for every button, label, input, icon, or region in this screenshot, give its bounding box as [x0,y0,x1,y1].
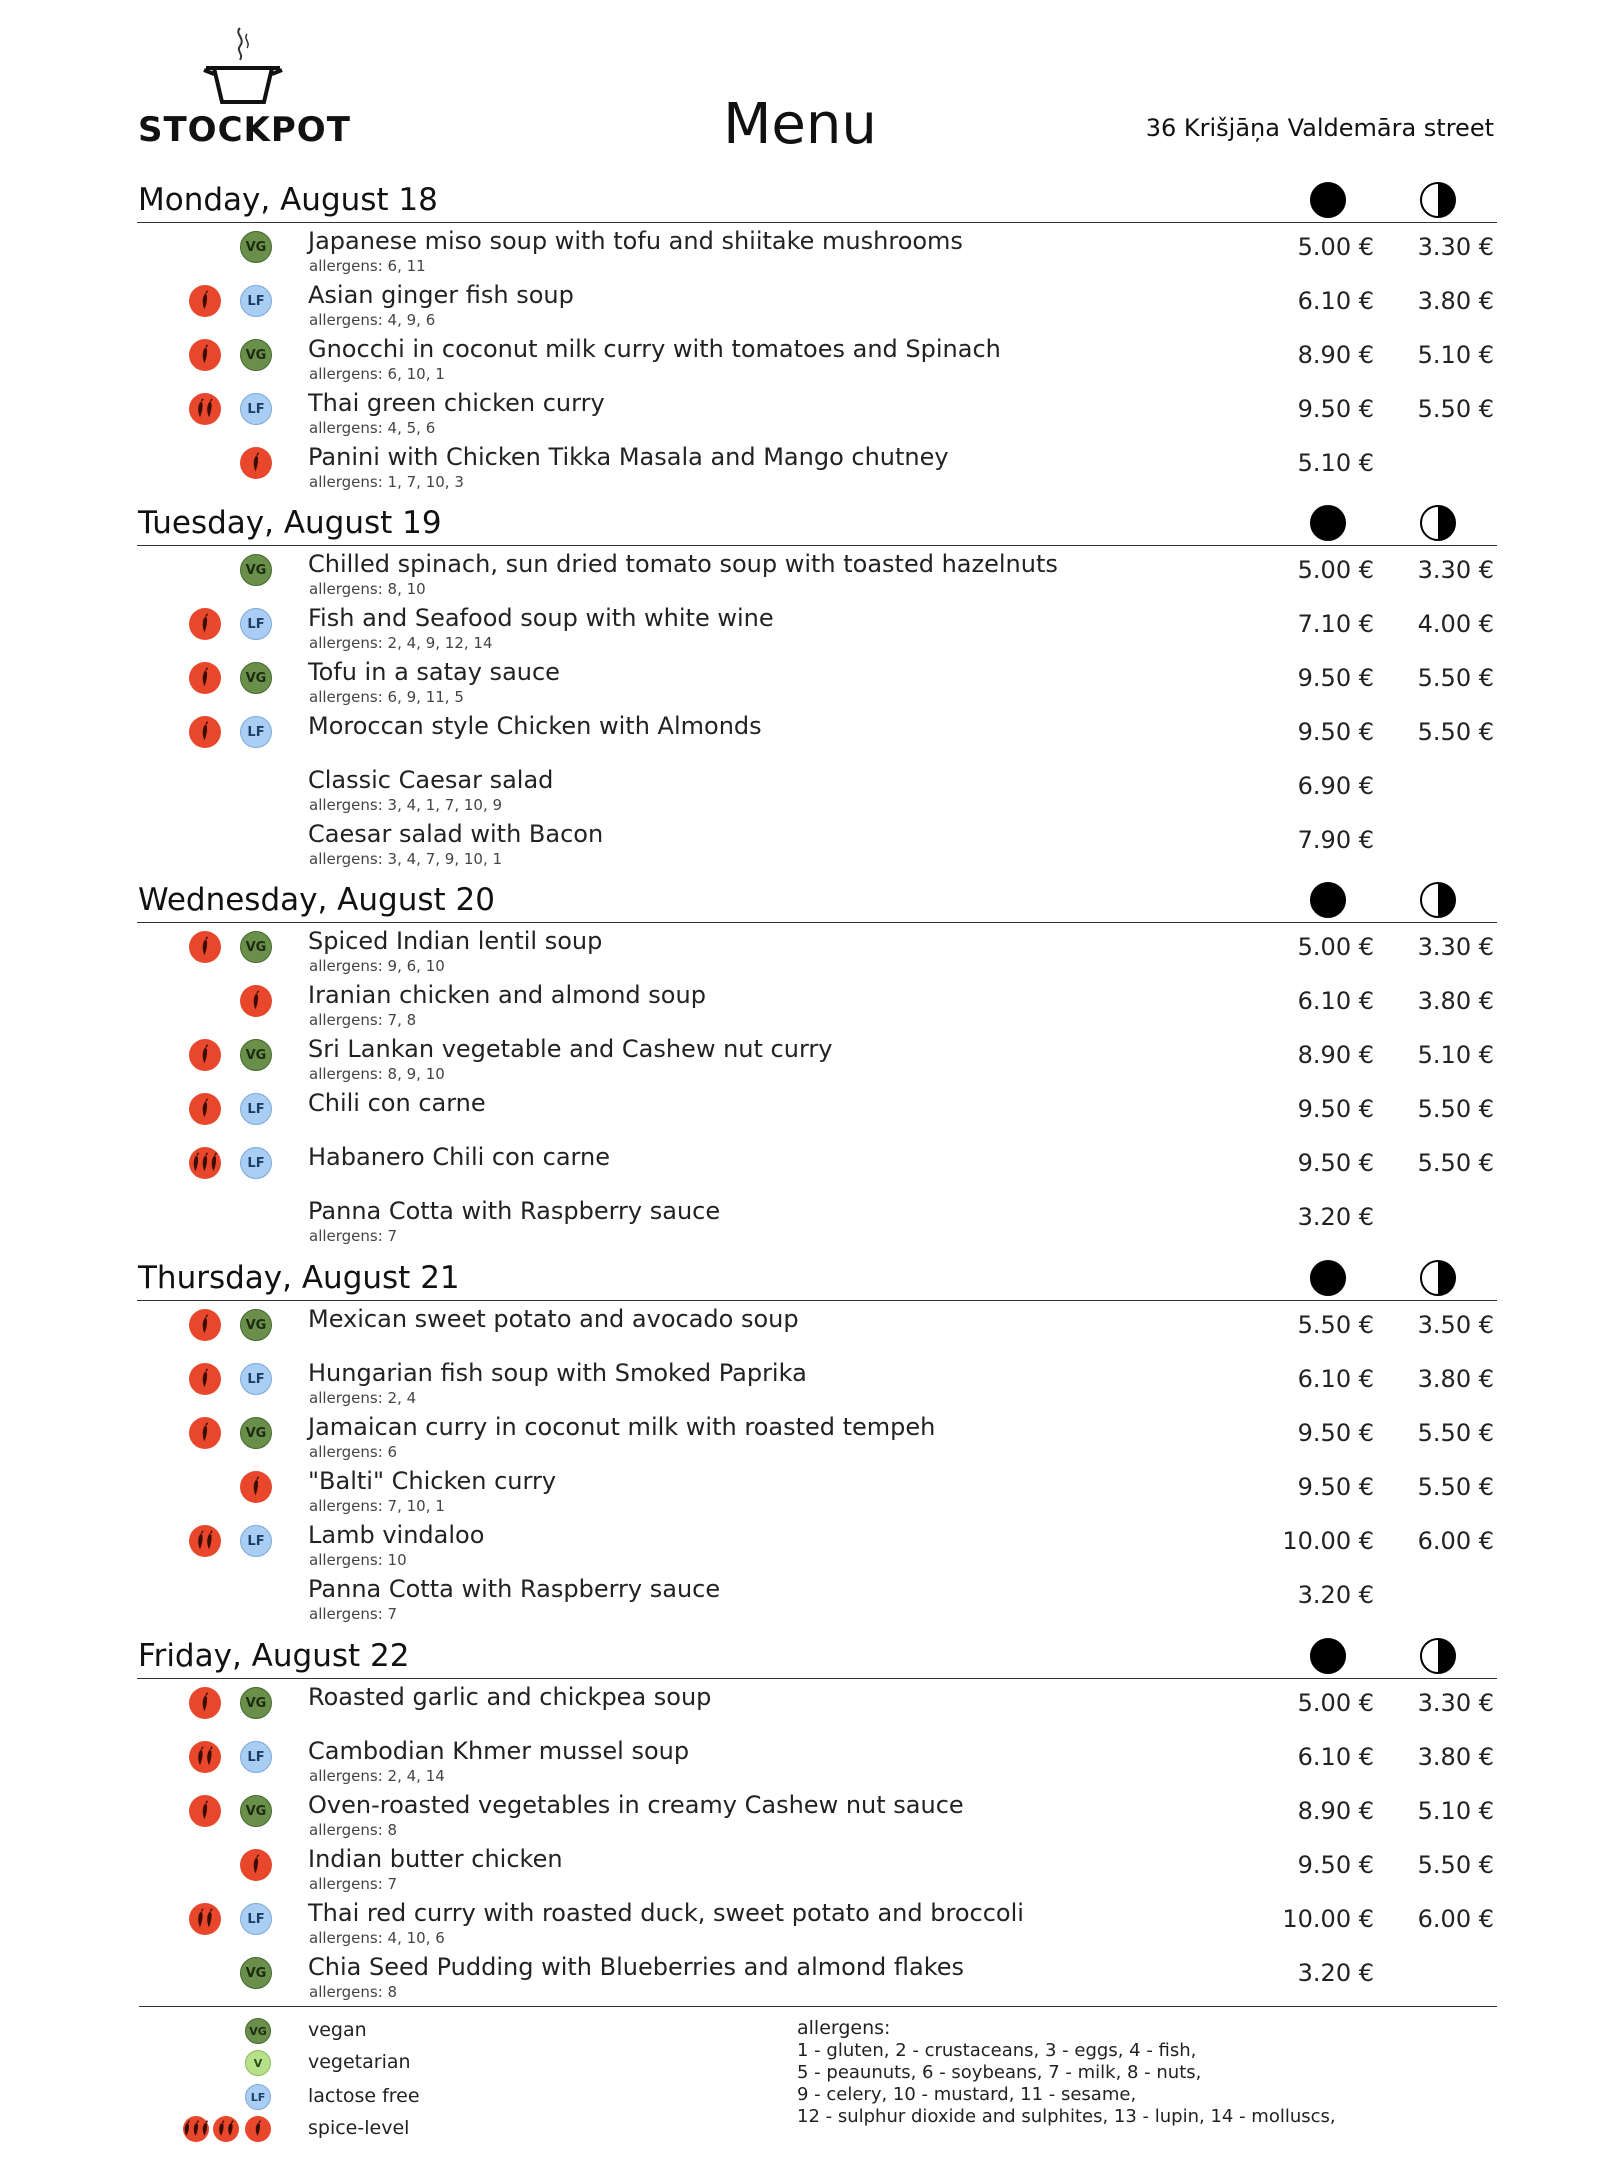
lactose-free-badge-icon: LF [240,1525,272,1557]
day-title: Monday, August 18 [138,182,438,218]
menu-item [0,1089,1600,1143]
vegan-badge-icon: VG [240,1417,272,1449]
price-half: 3.80 € [1417,987,1494,1015]
menu-item [0,550,1600,604]
price-full: 5.50 € [1297,1311,1374,1339]
menu-item [0,1683,1600,1737]
menu-item [0,389,1600,443]
lactose-free-badge-icon: LF [240,1903,272,1935]
legend-vegan-label: vegan [308,2019,367,2041]
price-full: 9.50 € [1297,1851,1374,1879]
chili-pepper-icon [189,1903,221,1935]
chili-pepper-icon [189,1687,221,1719]
chili-pepper-icon [189,393,221,425]
vegan-badge-icon: VG [240,1957,272,1989]
item-name: Classic Caesar salad [308,766,554,794]
item-name: Oven-roasted vegetables in creamy Cashew nut sauce [308,1791,964,1819]
half-circle-icon [1420,882,1456,918]
price-full: 9.50 € [1297,664,1374,692]
legend-spice [0,2113,700,2145]
full-circle-icon [1310,182,1346,218]
price-half: 4.00 € [1417,610,1494,638]
item-allergens: allergens: 8, 9, 10 [309,1065,445,1083]
lactose-free-badge-icon: LF [245,2084,271,2110]
half-circle-icon [1420,182,1456,218]
price-full: 9.50 € [1297,1095,1374,1123]
allergens-title: allergens: [797,2017,891,2039]
address: 36 Krišjāņa Valdemāra street [1145,114,1494,142]
chili-pepper-icon [213,2116,239,2142]
item-name: Japanese miso soup with tofu and shiitake mushrooms [308,227,963,255]
day-header [137,182,1497,223]
price-half: 5.50 € [1417,395,1494,423]
item-name: Jamaican curry in coconut milk with roasted tempeh [308,1413,936,1441]
price-full: 10.00 € [1282,1905,1374,1933]
menu-item [0,1305,1600,1359]
price-full: 7.90 € [1297,826,1374,854]
chili-pepper-icon [240,447,272,479]
lactose-free-badge-icon: LF [240,285,272,317]
legend-lactose-free [0,2081,700,2113]
item-name: Panini with Chicken Tikka Masala and Mango chutney [308,443,949,471]
item-name: Thai green chicken curry [308,389,605,417]
item-allergens: allergens: 8 [309,1983,398,2001]
item-allergens: allergens: 7 [309,1605,398,1623]
chili-pepper-icon [189,1039,221,1071]
item-name: Mexican sweet potato and avocado soup [308,1305,799,1333]
logo [138,24,351,150]
item-name: Sri Lankan vegetable and Cashew nut curry [308,1035,833,1063]
price-half: 5.50 € [1417,1149,1494,1177]
chili-pepper-icon [240,1849,272,1881]
chili-pepper-icon [189,1741,221,1773]
price-full: 5.00 € [1297,233,1374,261]
menu-item [0,281,1600,335]
item-allergens: allergens: 10 [309,1551,407,1569]
item-name: Indian butter chicken [308,1845,563,1873]
menu-item [0,927,1600,981]
price-full: 8.90 € [1297,341,1374,369]
chili-pepper-icon [189,1363,221,1395]
price-full: 9.50 € [1297,1419,1374,1447]
price-full: 5.00 € [1297,556,1374,584]
chili-pepper-icon [189,662,221,694]
full-circle-icon [1310,882,1346,918]
menu-item [0,443,1600,497]
day-title: Friday, August 22 [138,1638,410,1674]
price-full: 9.50 € [1297,395,1374,423]
item-name: Thai red curry with roasted duck, sweet potato and broccoli [308,1899,1024,1927]
item-name: Chilled spinach, sun dried tomato soup with toasted hazelnuts [308,550,1058,578]
price-half: 3.80 € [1417,1365,1494,1393]
half-circle-icon [1420,1638,1456,1674]
item-name: Hungarian fish soup with Smoked Paprika [308,1359,807,1387]
chili-pepper-icon [189,339,221,371]
item-allergens: allergens: 1, 7, 10, 3 [309,473,464,491]
menu-item [0,1953,1600,2007]
price-full: 7.10 € [1297,610,1374,638]
vegan-badge-icon: VG [245,2018,271,2044]
item-name: Caesar salad with Bacon [308,820,604,848]
legend-lactose-free-label: lactose free [308,2085,420,2107]
vegan-badge-icon: VG [240,1309,272,1341]
menu-item [0,1143,1600,1197]
chili-pepper-icon [189,1417,221,1449]
full-circle-icon [1310,1638,1346,1674]
item-allergens: allergens: 6, 9, 11, 5 [309,688,464,706]
lactose-free-badge-icon: LF [240,1147,272,1179]
price-full: 9.50 € [1297,1473,1374,1501]
item-name: Panna Cotta with Raspberry sauce [308,1575,721,1603]
menu-item [0,335,1600,389]
menu-item [0,1737,1600,1791]
full-circle-icon [1310,1260,1346,1296]
price-full: 6.10 € [1297,987,1374,1015]
price-half: 6.00 € [1417,1527,1494,1555]
item-allergens: allergens: 2, 4 [309,1389,417,1407]
menu-item [0,1413,1600,1467]
legend-vegan [0,2015,700,2047]
menu-item [0,1521,1600,1575]
chili-pepper-icon [240,1471,272,1503]
price-half: 3.30 € [1417,933,1494,961]
chili-pepper-icon [240,985,272,1017]
chili-pepper-icon [189,608,221,640]
price-half: 3.30 € [1417,1689,1494,1717]
menu-item [0,820,1600,874]
item-name: Chia Seed Pudding with Blueberries and almond flakes [308,1953,965,1981]
menu-item [0,1899,1600,1953]
vegan-badge-icon: VG [240,339,272,371]
vegan-badge-icon: VG [240,1039,272,1071]
allergens-line: 5 - peaunuts, 6 - soybeans, 7 - milk, 8 - nuts, [797,2062,1202,2083]
chili-pepper-icon [189,1309,221,1341]
price-half: 3.30 € [1417,233,1494,261]
price-half: 5.50 € [1417,1473,1494,1501]
legend-divider [139,2006,1497,2007]
price-full: 3.20 € [1297,1959,1374,1987]
chili-pepper-icon [189,1093,221,1125]
day-title: Wednesday, August 20 [138,882,495,918]
lactose-free-badge-icon: LF [240,1093,272,1125]
lactose-free-badge-icon: LF [240,1741,272,1773]
item-name: Cambodian Khmer mussel soup [308,1737,690,1765]
item-allergens: allergens: 4, 9, 6 [309,311,436,329]
item-name: Habanero Chili con carne [308,1143,610,1171]
vegan-badge-icon: VG [240,1795,272,1827]
day-header [137,505,1497,546]
menu-item [0,1845,1600,1899]
day-header [137,1260,1497,1301]
item-allergens: allergens: 4, 10, 6 [309,1929,445,1947]
logo-text: STOCKPOT [138,110,351,150]
price-half: 6.00 € [1417,1905,1494,1933]
menu-item [0,712,1600,766]
stockpot-icon [200,24,286,104]
price-half: 5.50 € [1417,1095,1494,1123]
item-name: Iranian chicken and almond soup [308,981,706,1009]
vegan-badge-icon: VG [240,554,272,586]
price-half: 3.50 € [1417,1311,1494,1339]
item-allergens: allergens: 2, 4, 9, 12, 14 [309,634,493,652]
legend-vegetarian-label: vegetarian [308,2051,411,2073]
item-name: Asian ginger fish soup [308,281,574,309]
vegan-badge-icon: VG [240,1687,272,1719]
chili-pepper-icon [189,931,221,963]
item-allergens: allergens: 3, 4, 1, 7, 10, 9 [309,796,503,814]
item-allergens: allergens: 7 [309,1875,398,1893]
vegan-badge-icon: VG [240,662,272,694]
chili-pepper-icon [183,2116,209,2142]
price-full: 6.10 € [1297,287,1374,315]
price-half: 5.50 € [1417,1419,1494,1447]
vegan-badge-icon: VG [240,931,272,963]
day-title: Thursday, August 21 [138,1260,460,1296]
item-allergens: allergens: 6 [309,1443,398,1461]
item-allergens: allergens: 2, 4, 14 [309,1767,445,1785]
menu-item [0,1359,1600,1413]
chili-pepper-icon [245,2116,271,2142]
price-full: 9.50 € [1297,1149,1374,1177]
item-allergens: allergens: 4, 5, 6 [309,419,436,437]
chili-pepper-icon [189,716,221,748]
legend-vegetarian [0,2047,700,2079]
menu-item [0,227,1600,281]
item-allergens: allergens: 8, 10 [309,580,426,598]
item-allergens: allergens: 7, 10, 1 [309,1497,445,1515]
day-header [137,1638,1497,1679]
price-full: 9.50 € [1297,718,1374,746]
lactose-free-badge-icon: LF [240,1363,272,1395]
price-half: 5.10 € [1417,1797,1494,1825]
vegetarian-badge-icon: V [245,2050,271,2076]
chili-pepper-icon [189,285,221,317]
item-allergens: allergens: 6, 10, 1 [309,365,445,383]
lactose-free-badge-icon: LF [240,716,272,748]
price-half: 5.50 € [1417,718,1494,746]
day-title: Tuesday, August 19 [138,505,442,541]
menu-item [0,1467,1600,1521]
menu-item [0,1197,1600,1251]
lactose-free-badge-icon: LF [240,608,272,640]
price-full: 8.90 € [1297,1797,1374,1825]
price-full: 6.90 € [1297,772,1374,800]
item-name: Roasted garlic and chickpea soup [308,1683,712,1711]
price-half: 3.80 € [1417,287,1494,315]
half-circle-icon [1420,1260,1456,1296]
full-circle-icon [1310,505,1346,541]
price-half: 5.50 € [1417,1851,1494,1879]
price-half: 3.30 € [1417,556,1494,584]
allergens-line: 9 - celery, 10 - mustard, 11 - sesame, [797,2084,1137,2105]
price-full: 5.00 € [1297,1689,1374,1717]
item-allergens: allergens: 9, 6, 10 [309,957,445,975]
item-name: "Balti" Chicken curry [308,1467,557,1495]
price-full: 8.90 € [1297,1041,1374,1069]
menu-item [0,604,1600,658]
price-half: 5.10 € [1417,1041,1494,1069]
item-name: Fish and Seafood soup with white wine [308,604,774,632]
item-allergens: allergens: 7 [309,1227,398,1245]
menu-item [0,1791,1600,1845]
menu-item [0,766,1600,820]
item-name: Spiced Indian lentil soup [308,927,603,955]
legend-spice-label: spice-level [308,2117,410,2139]
page-title: Menu [723,92,877,157]
allergens-line: 12 - sulphur dioxide and sulphites, 13 - lupin, 14 - molluscs, [797,2106,1336,2127]
item-name: Gnocchi in coconut milk curry with tomatoes and Spinach [308,335,1001,363]
price-full: 6.10 € [1297,1365,1374,1393]
lactose-free-badge-icon: LF [240,393,272,425]
item-allergens: allergens: 8 [309,1821,398,1839]
day-header [137,882,1497,923]
menu-item [0,1035,1600,1089]
chili-pepper-icon [189,1795,221,1827]
price-full: 5.10 € [1297,449,1374,477]
vegan-badge-icon: VG [240,231,272,263]
half-circle-icon [1420,505,1456,541]
price-half: 5.10 € [1417,341,1494,369]
price-full: 6.10 € [1297,1743,1374,1771]
menu-item [0,658,1600,712]
item-allergens: allergens: 6, 11 [309,257,426,275]
price-half: 5.50 € [1417,664,1494,692]
item-name: Chili con carne [308,1089,486,1117]
item-allergens: allergens: 7, 8 [309,1011,417,1029]
price-half: 3.80 € [1417,1743,1494,1771]
price-full: 3.20 € [1297,1203,1374,1231]
price-full: 5.00 € [1297,933,1374,961]
item-name: Lamb vindaloo [308,1521,485,1549]
chili-pepper-icon [189,1525,221,1557]
item-allergens: allergens: 3, 4, 7, 9, 10, 1 [309,850,503,868]
price-full: 10.00 € [1282,1527,1374,1555]
item-name: Moroccan style Chicken with Almonds [308,712,762,740]
allergens-line: 1 - gluten, 2 - crustaceans, 3 - eggs, 4 - fish, [797,2040,1197,2061]
chili-pepper-icon [189,1147,221,1179]
menu-item [0,1575,1600,1629]
item-name: Tofu in a satay sauce [308,658,560,686]
menu-item [0,981,1600,1035]
price-full: 3.20 € [1297,1581,1374,1609]
item-name: Panna Cotta with Raspberry sauce [308,1197,721,1225]
